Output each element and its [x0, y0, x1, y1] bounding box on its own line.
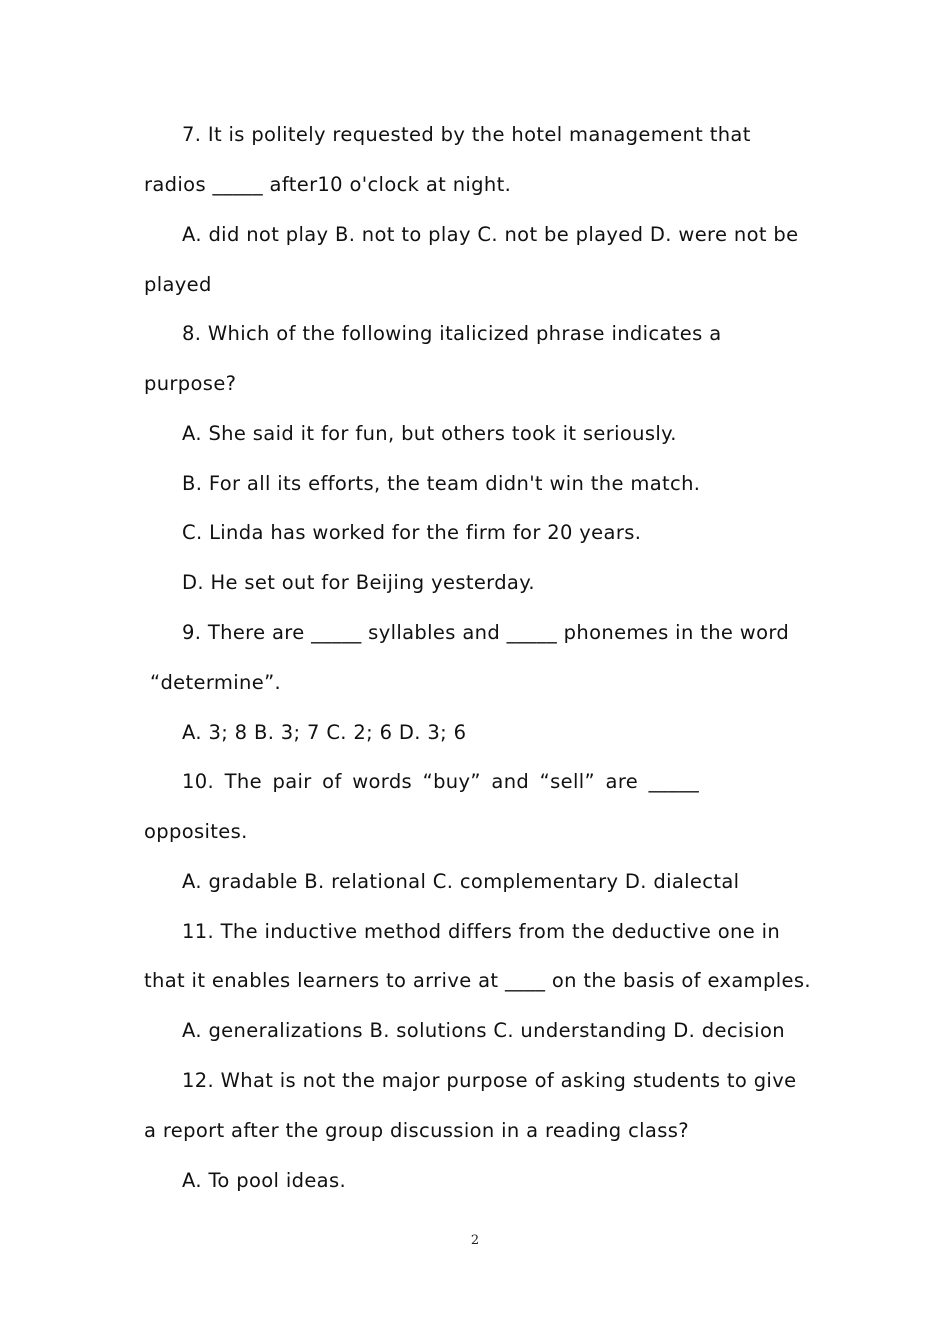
question-8-option-a: A. She said it for fun, but others took it seriously.	[182, 422, 677, 445]
question-11-options: A. generalizations B. solutions C. understanding D. decision	[182, 1019, 785, 1042]
question-8-option-b: B. For all its efforts, the team didn't win the match.	[182, 472, 701, 495]
question-9-stem-line-2: “determine”.	[150, 671, 282, 694]
question-11-stem-line-2: that it enables learners to arrive at ____ on the basis of examples.	[144, 969, 811, 992]
question-7-options-line-2: played	[144, 273, 212, 296]
question-10-options: A. gradable B. relational C. complementary D. dialectal	[182, 870, 740, 893]
question-10-stem-line-2: opposites.	[144, 820, 248, 843]
question-9-stem-line-1: 9. There are _____ syllables and _____ phonemes in the word	[182, 621, 790, 644]
question-8-option-d: D. He set out for Beijing yesterday.	[182, 571, 535, 594]
question-12-stem-line-2: a report after the group discussion in a reading class?	[144, 1119, 689, 1142]
question-8-stem-line-2: purpose?	[144, 372, 237, 395]
question-10-stem-line-1: 10. The pair of words “buy” and “sell” are _____	[182, 770, 700, 793]
page-number: 2	[470, 1233, 480, 1248]
question-7-stem-line-2: radios _____ after10 o'clock at night.	[144, 173, 512, 196]
question-12-option-a: A. To pool ideas.	[182, 1169, 347, 1192]
question-9-options: A. 3; 8 B. 3; 7 C. 2; 6 D. 3; 6	[182, 721, 467, 744]
question-8-option-c: C. Linda has worked for the firm for 20 years.	[182, 521, 642, 544]
question-7-options-line-1: A. did not play B. not to play C. not be played D. were not be	[182, 223, 799, 246]
question-8-stem-line-1: 8. Which of the following italicized phrase indicates a	[182, 322, 722, 345]
question-7-stem-line-1: 7. It is politely requested by the hotel management that	[182, 123, 751, 146]
question-11-stem-line-1: 11. The inductive method differs from the deductive one in	[182, 920, 781, 943]
question-12-stem-line-1: 12. What is not the major purpose of asking students to give	[182, 1069, 797, 1092]
